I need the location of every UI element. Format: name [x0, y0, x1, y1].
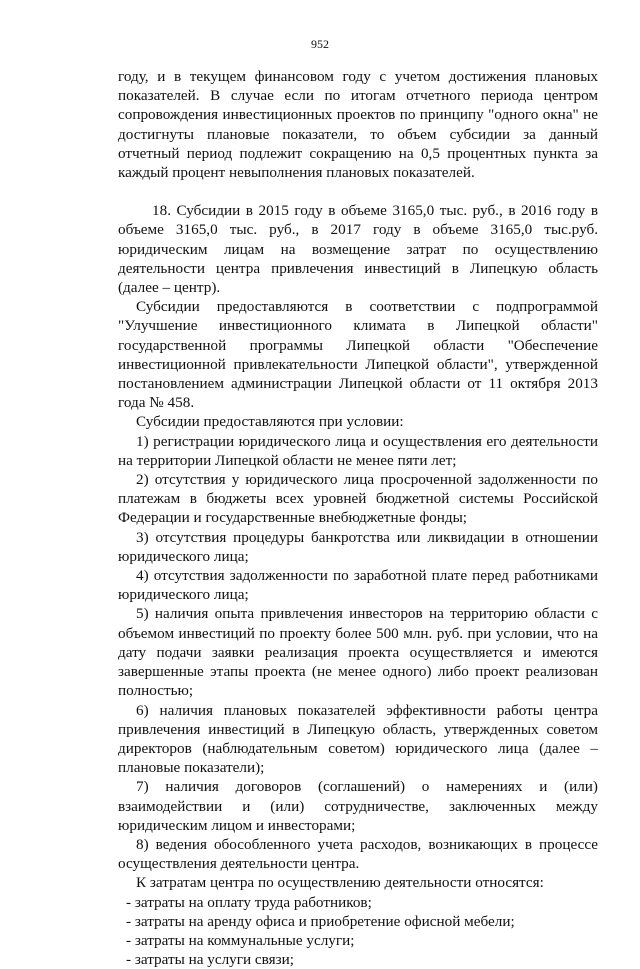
cost-item-utilities: - затраты на коммунальные услуги;: [126, 931, 355, 949]
paragraph-gap: [118, 182, 598, 201]
condition-4: 4) отсутствия задолженности по заработной плате перед работниками юридического лица;: [118, 567, 598, 604]
condition-7: 7) наличия договоров (соглашений) о намерениях и (или) взаимодействии и (или) сотрудничестве, заключенных между юридическим лицом и инвесторами;: [118, 778, 598, 834]
condition-1: 1) регистрации юридического лица и осуществления его деятельности на территории Липецкой области не менее пяти лет;: [118, 432, 598, 469]
paragraph-legal-basis: Субсидии предоставляются в соответствии с подпрограммой "Улучшение инвестиционного климата в Липецкой области" государственной программы Липецкой области "Обеспечение инвестиционной привлекательности Липецкой области", утвержденной постановлением администрации Липецкой области от 11 октября 2013 года № 458.: [118, 298, 598, 412]
condition-6: 6) наличия плановых показателей эффективности работы центра привлечения инвестиций в Липецкую область, утвержденных советом директоров (наблюдательным советом) юридического лица (далее – плановые показатели);: [118, 701, 598, 777]
page-number: 952: [311, 37, 329, 51]
cost-item-communications: - затраты на услуги связи;: [126, 951, 294, 969]
condition-8: 8) ведения обособленного учета расходов, возникающих в процессе осуществления деятельности центра.: [118, 835, 598, 873]
cost-item-salaries: - затраты на оплату труда работников;: [126, 893, 372, 911]
document-body: [118, 67, 598, 969]
paragraph-costs-intro: К затратам центра по осуществлению деятельности относятся:: [136, 874, 544, 892]
paragraph-continuation: году, и в текущем финансовом году с учетом достижения плановых показателей. В случае если по итогам отчетного периода центром сопровождения инвестиционных проектов по принципу "одного окна" не достигнуты плановые показатели, то объем субсидии за данный отчетный период подлежит сокращению на 0,5 процентных пункта за каждый процент невыполнения плановых показателей.: [118, 68, 598, 182]
paragraph-conditions-intro: Субсидии предоставляются при условии:: [136, 413, 404, 431]
condition-3: 3) отсутствия процедуры банкротства или ликвидации в отношении юридического лица;: [118, 528, 598, 565]
cost-item-office-rent: - затраты на аренду офиса и приобретение офисной мебели;: [126, 912, 515, 930]
condition-2: 2) отсутствия у юридического лица просроченной задолженности по платежам в бюджеты всех уровней бюджетной системы Российской Федерации и государственные внебюджетные фонды;: [118, 471, 598, 527]
paragraph-item-18: 18. Субсидии в 2015 году в объеме 3165,0 тыс. руб., в 2016 году в объеме 3165,0 тыс. руб., в 2017 году в объеме 3165,0 тыс.руб. юридическим лицам на возмещение затрат по осуществлению деятельности центра привлечения инвестиций в Липецкую область (далее – центр).: [118, 202, 598, 297]
condition-5: 5) наличия опыта привлечения инвесторов на территорию области с объемом инвестиций по проекту более 500 млн. руб. при условии, что на дату подачи заявки реализация проекта осуществляется и имеются завершенные этапы проекта (не менее одного) либо проект реализован полностью;: [118, 605, 598, 700]
